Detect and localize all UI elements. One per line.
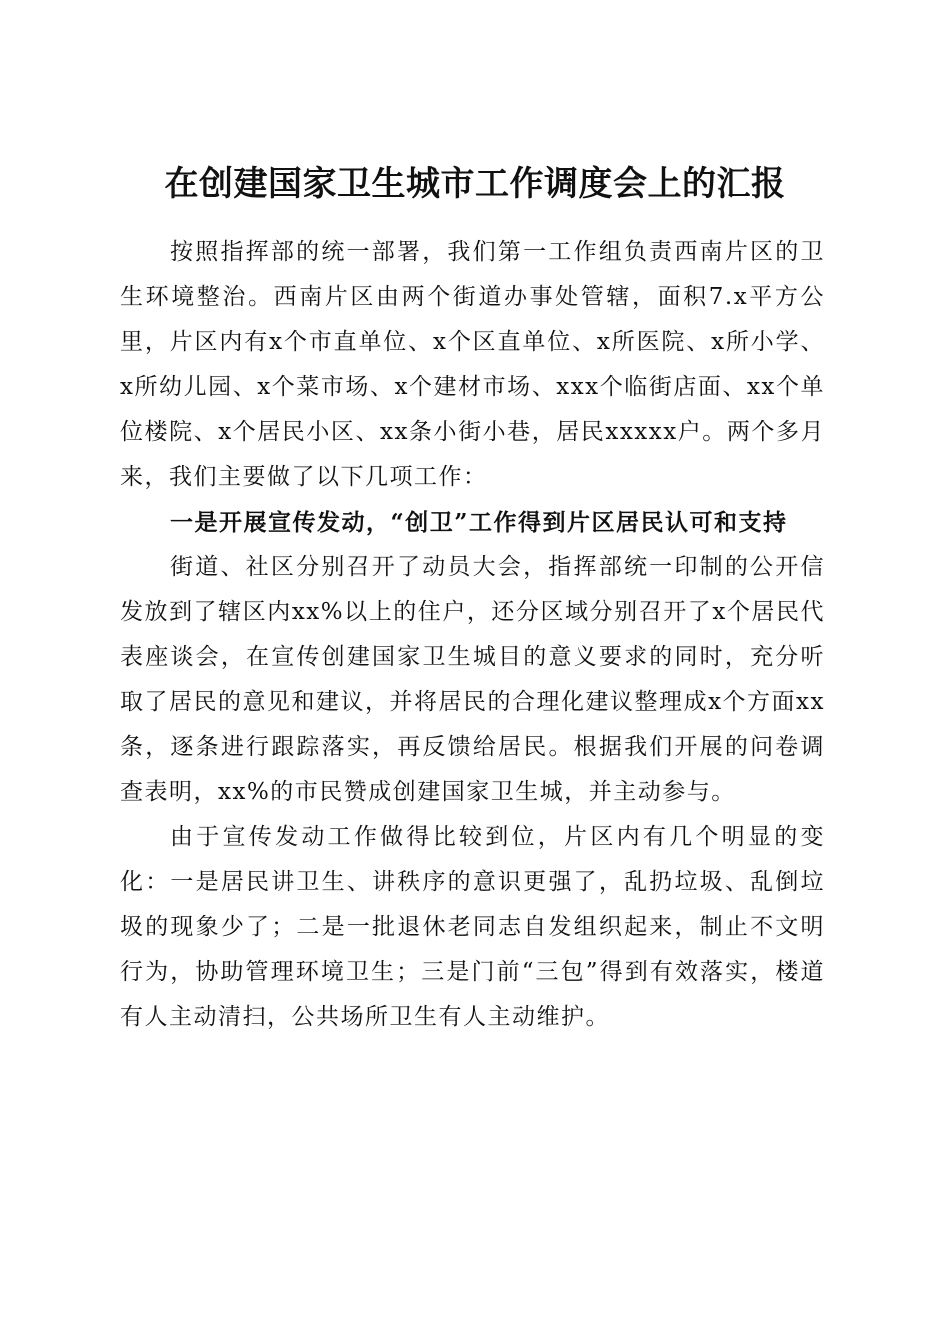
- document-body: [120, 230, 825, 1040]
- paragraph-publicity: 街道、社区分别召开了动员大会，指挥部统一印制的公开信发放到了辖区内xx%以上的住户，还分区域分别召开了x个居民代表座谈会，在宣传创建国家卫生城目的意义要求的同时，充分听取了居民的意见和建议，并将居民的合理化建议整理成x个方面xx条，逐条进行跟踪落实，再反馈给居民。根据我们开展的问卷调查表明，xx%的市民赞成创建国家卫生城，并主动参与。: [120, 554, 825, 805]
- section-heading-1: 一是开展宣传发动，“创卫”工作得到片区居民认可和支持: [170, 509, 788, 536]
- paragraph-changes: 由于宣传发动工作做得比较到位，片区内有几个明显的变化：一是居民讲卫生、讲秩序的意识更强了，乱扔垃圾、乱倒垃圾的现象少了；二是一批退休老同志自发组织起来，制止不文明行为，协助管理环境卫生；三是门前“三包”得到有效落实，楼道有人主动清扫，公共场所卫生有人主动维护。: [120, 824, 825, 1030]
- document-title: 在创建国家卫生城市工作调度会上的汇报: [164, 163, 786, 204]
- paragraph-intro: 按照指挥部的统一部署，我们第一工作组负责西南片区的卫生环境整治。西南片区由两个街道办事处管辖，面积7.x平方公里，片区内有x个市直单位、x个区直单位、x所医院、x所小学、x所幼儿园、x个菜市场、x个建材市场、xxx个临街店面、xx个单位楼院、x个居民小区、xx条小街小巷，居民xxxxx户。两个多月来，我们主要做了以下几项工作：: [120, 239, 825, 490]
